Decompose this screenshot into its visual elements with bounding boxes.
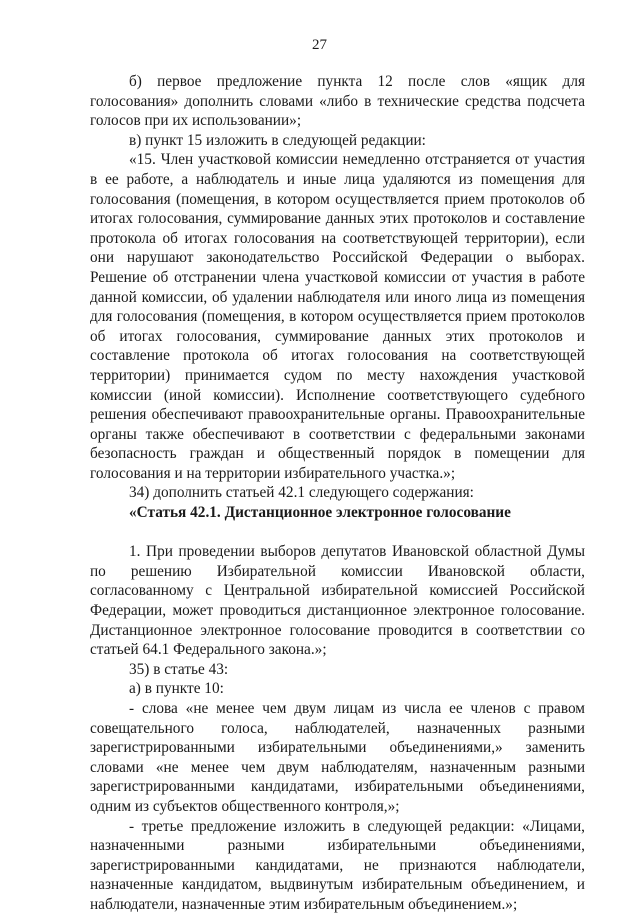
paragraph-subitem-a: а) в пункте 10:	[129, 680, 224, 698]
paragraph-item-34: 34) дополнить статьей 42.1 следующего содержания:	[129, 484, 474, 502]
paragraph-item-35: 35) в статье 43:	[129, 660, 229, 678]
paragraph-third-sentence: - третье предложение изложить в следующей редакции: «Лицами, назначенными разными избирательными объединениями, зарегистрированными кандидатами, не признаются наблюдатели, назначенные кандидатом, выдвинутым избирательным объединением, и наблюдатели, назначенные этим избирательным объединением.»;	[90, 817, 585, 913]
paragraph-point-15: «15. Член участковой комиссии немедленно отстраняется от участия в ее работе, а наблюдатель и иные лица удаляются из помещения для голосования (помещения, в котором осуществляется прием протоколов об итогах голосования, суммирование данных этих протоколов и составление протокола об итогах голосования на соответствующей территории), если они нарушают законодательство Российской Федерации о выборах. Решение об отстранении члена участковой комиссии от участия в работе данной комиссии, об удалении наблюдателя или иного лица из помещения для голосования (помещения, в котором осуществляется прием протоколов об итогах голосования, суммирование данных этих протоколов и составление протокола об итогах голосования на соответствующей территории) принимается судом по месту нахождения участковой комиссии (иной комиссии). Исполнение соответствующего судебного решения обеспечивают правоохранительные органы. Правоохранительные органы также обеспечивают в соответствии с федеральными законами безопасность граждан и общественный порядок в помещении для голосования и на территории избирательного участка.»;	[90, 151, 585, 482]
paragraph-article-point-1: 1. При проведении выборов депутатов Ивановской областной Думы по решению Избирательной комиссии Ивановской области, согласованному с Центральной избирательной комиссией Российской Федерации, может проводиться дистанционное электронное голосование. Дистанционное электронное голосование проводится в соответствии со статьей 64.1 Федерального закона.»;	[90, 543, 585, 659]
blank-line	[90, 523, 585, 543]
document-body	[90, 72, 585, 915]
paragraph-words-replacement: - слова «не менее чем двум лицам из числа ее членов с правом совещательного голоса, наблюдателей, назначенных разными зарегистрированными избирательными объединениями,» заменить словами «не менее чем двум наблюдателям, назначенным разными зарегистрированными кандидатами, избирательными объединениями, одним из субъектов общественного контроля,»;	[90, 700, 585, 815]
paragraph-amendment-b: б) первое предложение пункта 12 после слов «ящик для голосования» дополнить словами «либо в технические средства подсчета голосов при их использовании»;	[90, 73, 585, 130]
article-heading: «Статья 42.1. Дистанционное электронное голосование	[129, 504, 511, 522]
page-number: 27	[312, 37, 327, 53]
paragraph-amendment-v: в) пункт 15 изложить в следующей редакции:	[129, 131, 426, 149]
